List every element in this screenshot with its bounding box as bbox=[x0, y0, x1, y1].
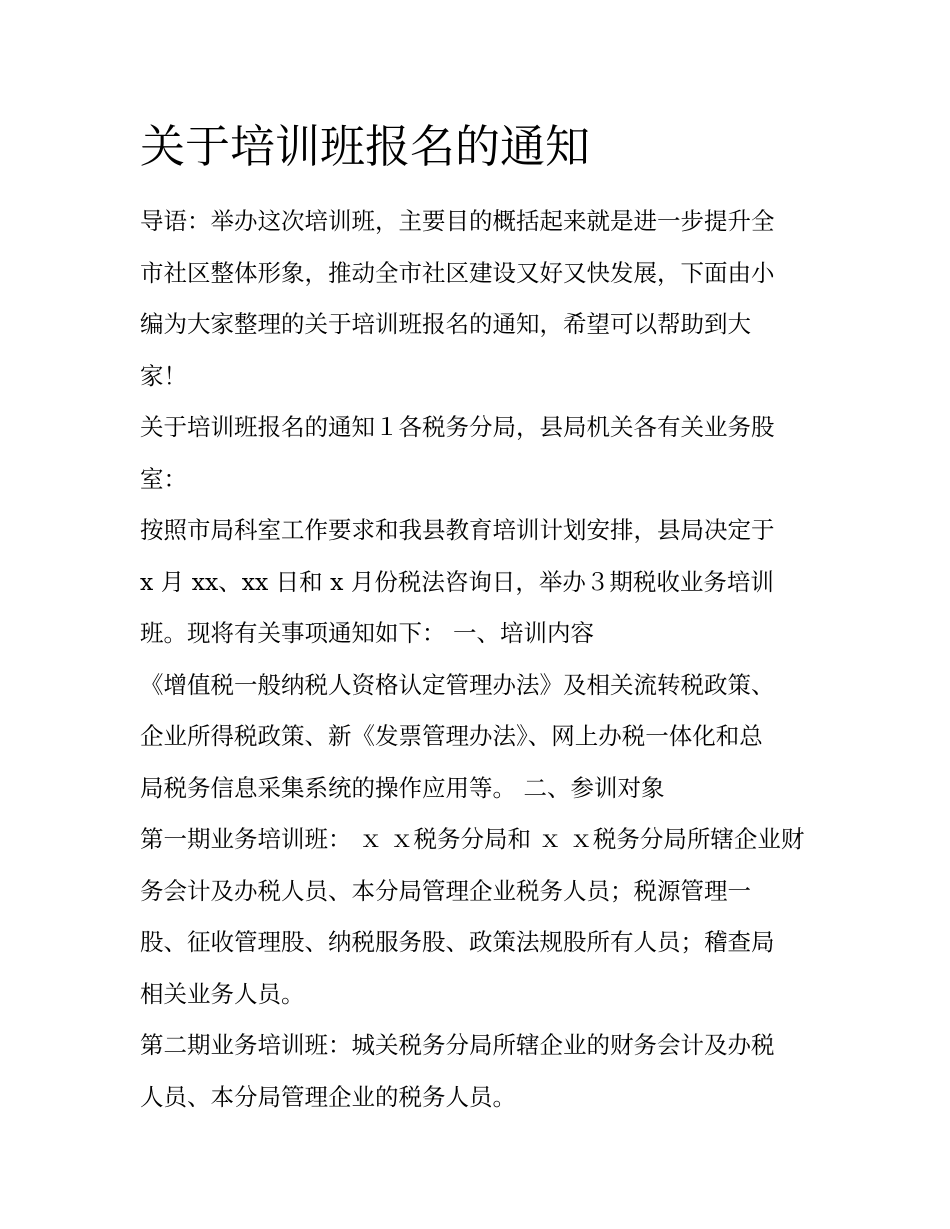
content-line-3: 局税务信息采集系统的操作应用等。 二、参训对象 bbox=[140, 773, 665, 802]
first-session-line-3: 股、征收管理股、纳税服务股、政策法规股所有人员；稽查局 bbox=[140, 928, 775, 956]
first-session-line-1: 第一期业务培训班： ｘ ｘ税务分局和 ｘ ｘ税务分局所辖企业财 bbox=[140, 825, 805, 853]
arrangement-line-3: 班。现将有关事项通知如下： 一、培训内容 bbox=[140, 619, 594, 647]
content-line-1: 《增值税一般纳税人资格认定管理办法》及相关流转税政策、 bbox=[140, 670, 775, 699]
intro-line-1: 导语：举办这次培训班，主要目的概括起来就是进一步提升全 bbox=[140, 207, 775, 235]
intro-line-2: 市社区整体形象，推动全市社区建设又好又快发展，下面由小 bbox=[140, 258, 775, 287]
arrangement-line-2: x 月 xx、xx 日和 x 月份税法咨询日，举办３期税收业务培训 bbox=[140, 567, 774, 596]
document-title: 关于培训班报名的通知 bbox=[140, 120, 591, 173]
notice-heading-line-1: 关于培训班报名的通知１各税务分局，县局机关各有关业务股 bbox=[140, 413, 775, 441]
arrangement-line-1: 按照市局科室工作要求和我县教育培训计划安排，县局决定于 bbox=[140, 516, 775, 544]
second-session-line-1: 第二期业务培训班：城关税务分局所辖企业的财务会计及办税 bbox=[140, 1031, 775, 1059]
intro-line-3: 编为大家整理的关于培训班报名的通知，希望可以帮助到大 bbox=[140, 310, 751, 338]
first-session-line-2: 务会计及办税人员、本分局管理企业税务人员；税源管理一 bbox=[140, 876, 751, 905]
notice-heading-line-2: 室： bbox=[140, 464, 187, 493]
first-session-line-4: 相关业务人员。 bbox=[140, 979, 305, 1008]
second-session-line-2: 人员、本分局管理企业的税务人员。 bbox=[140, 1082, 516, 1111]
content-line-2: 企业所得税政策、新《发票管理办法》、网上办税一体化和总 bbox=[140, 722, 763, 750]
document-body bbox=[140, 196, 820, 1123]
intro-line-4: 家！ bbox=[140, 361, 187, 390]
